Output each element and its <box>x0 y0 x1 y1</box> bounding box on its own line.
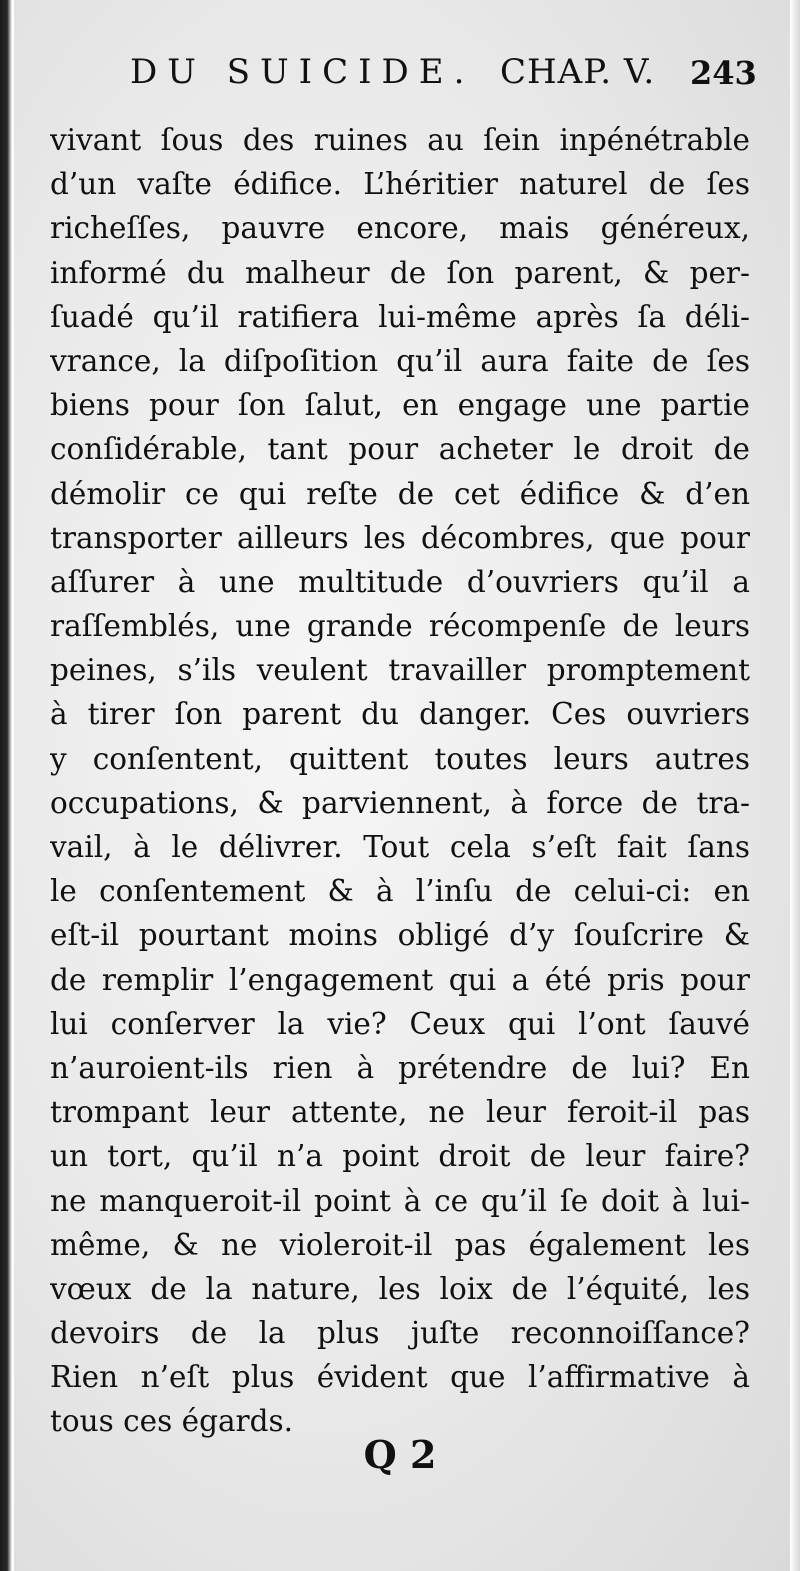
text-line: ſuadé qu’il ratifiera lui-même après ſa déli- <box>50 299 750 334</box>
text-line: conſidérable, tant pour acheter le droit de <box>50 432 750 467</box>
text-line: vail, à le délivrer. Tout cela s’eſt fait ſans <box>50 830 750 864</box>
text-line: vivant ſous des ruines au ſein inpénétrable <box>50 123 750 157</box>
body-text <box>50 118 750 1444</box>
running-head-chapter: CHAP. V. <box>500 52 656 92</box>
running-head-title: DU SUICIDE. <box>130 52 475 92</box>
running-head <box>0 52 800 102</box>
text-line: trompant leur attente, ne leur feroit-il pas <box>50 1095 750 1130</box>
scan-shadow-right <box>790 0 800 1571</box>
text-line: n’auroient-ils rien à prétendre de lui? En <box>50 1050 750 1085</box>
scan-shadow-left <box>0 0 12 1571</box>
signature-mark: Q 2 <box>363 1432 437 1477</box>
text-line: vrance, la diſpoſition qu’il aura faite de ſes <box>50 343 750 378</box>
text-line: lui conſerver la vie? Ceux qui l’ont ſauvé <box>50 1006 750 1041</box>
text-line: le conſentement & à l’inſu de celui-ci: en <box>50 874 750 909</box>
text-line: devoirs de la plus juſte reconnoiſſance? <box>50 1316 750 1351</box>
text-line: richeſſes, pauvre encore, mais généreux, <box>50 211 750 246</box>
text-line: vœux de la nature, les loix de l’équité, les <box>50 1271 750 1306</box>
text-line: d’un vaſte édifice. L’héritier naturel de ſes <box>50 167 750 202</box>
text-line: aſſurer à une multitude d’ouvriers qu’il a <box>50 564 750 599</box>
text-line: occupations, & parviennent, à force de tra- <box>50 785 750 820</box>
text-line: même, & ne violeroit-il pas également les <box>50 1227 750 1262</box>
text-line: ne manqueroit-il point à ce qu’il ſe doit à lui- <box>50 1183 750 1218</box>
text-line: à tirer ſon parent du danger. Ces ouvriers <box>50 697 750 732</box>
text-line: peines, s’ils veulent travailler promptement <box>50 653 750 688</box>
page-number: 243 <box>690 54 757 92</box>
text-line: Rien n’eſt plus évident que l’affirmative à <box>50 1360 750 1395</box>
text-line: raſſemblés, une grande récompenſe de leurs <box>50 609 750 644</box>
text-line: de remplir l’engagement qui a été pris pour <box>50 962 750 997</box>
text-line: informé du malheur de ſon parent, & per- <box>50 255 750 290</box>
text-line: y conſentent, quittent toutes leurs autres <box>50 741 750 776</box>
text-line-last: tous ces égards. <box>50 1404 294 1439</box>
text-line: biens pour ſon ſalut, en engage une partie <box>50 388 750 423</box>
text-line: transporter ailleurs les décombres, que pour <box>50 520 750 555</box>
text-line: eſt-il pourtant moins obligé d’y ſouſcrire & <box>50 918 750 953</box>
text-line: démolir ce qui reſte de cet édifice & d’en <box>50 476 750 511</box>
text-line: un tort, qu’il n’a point droit de leur faire? <box>50 1139 750 1174</box>
